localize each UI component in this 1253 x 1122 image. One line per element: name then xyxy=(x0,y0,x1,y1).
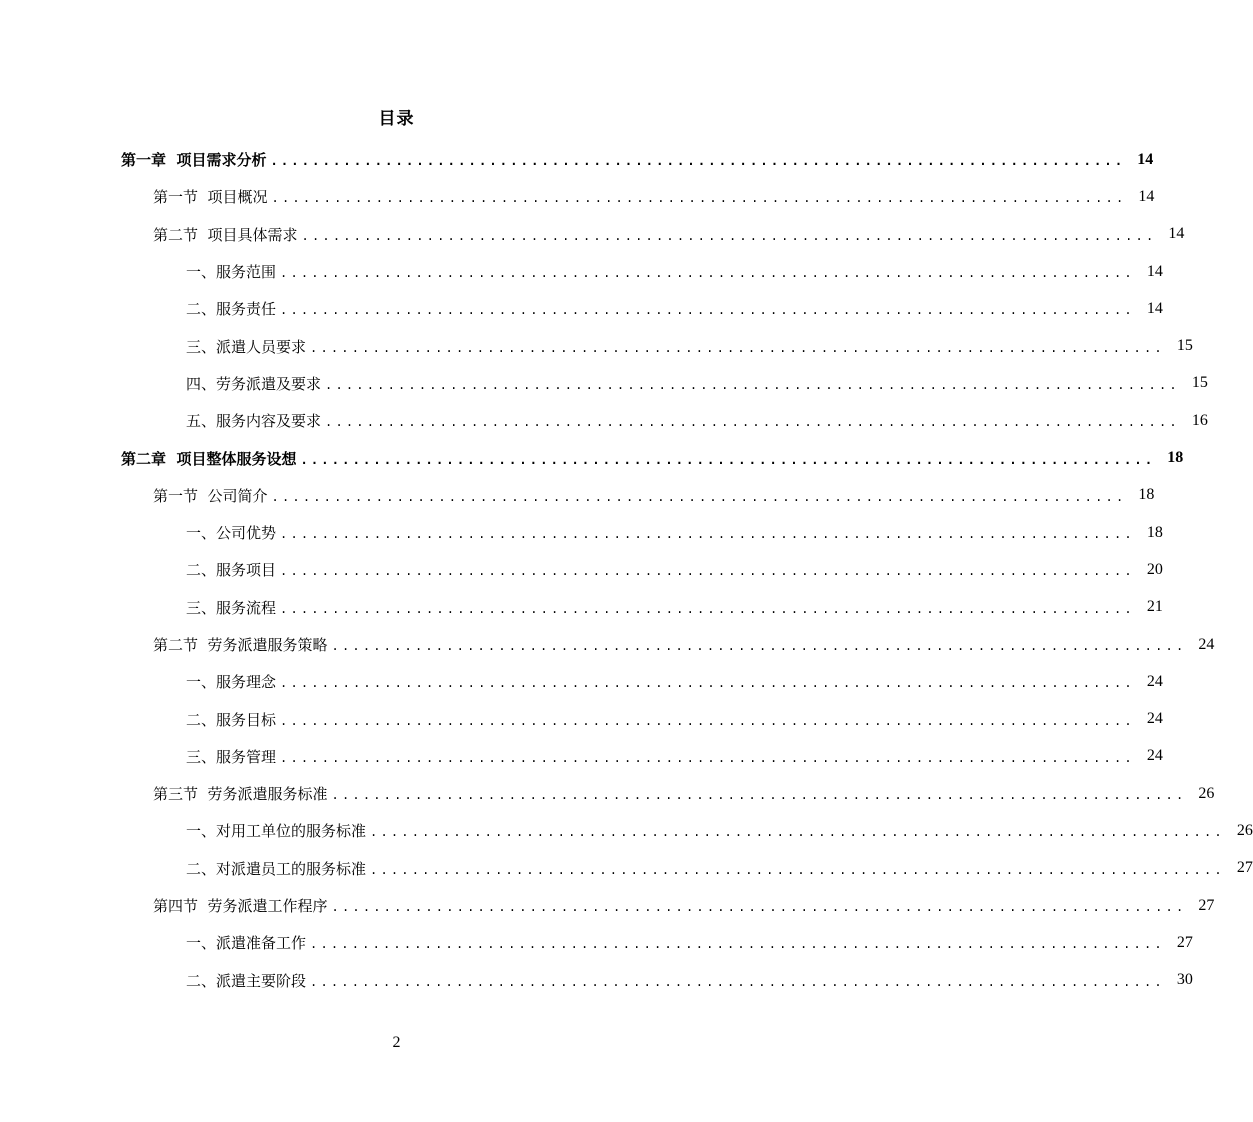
toc-entry[interactable] xyxy=(0,290,1163,327)
toc-entry-page: 14 xyxy=(1146,262,1163,280)
toc-entry[interactable] xyxy=(0,514,1163,551)
toc-entry-page: 27 xyxy=(1176,933,1193,951)
toc-leader-dots: .................................................................................. xyxy=(280,676,1135,691)
toc-leader-dots: .................................................................................. xyxy=(325,377,1180,392)
toc-entry[interactable] xyxy=(0,962,1193,999)
toc-leader-dots: .................................................................................. xyxy=(310,937,1165,952)
toc-entry[interactable] xyxy=(0,253,1163,290)
toc-entry-page: 26 xyxy=(1236,821,1253,839)
toc-entry-label: 二、对派遣员工的服务标准 xyxy=(186,859,367,878)
toc-entry-label: 二、服务目标 xyxy=(186,710,277,729)
toc-entry-page: 14 xyxy=(1137,150,1154,168)
toc-entry[interactable] xyxy=(0,439,1184,476)
toc-entry-page: 18 xyxy=(1146,523,1163,541)
toc-entry-label: 二、派遣主要阶段 xyxy=(186,971,307,990)
toc-entry[interactable] xyxy=(0,589,1163,626)
toc-leader-dots: .................................................................................. xyxy=(301,228,1157,243)
toc-entry-label: 四、劳务派遣及要求 xyxy=(186,374,322,393)
toc-leader-dots: .................................................................................. xyxy=(280,303,1135,318)
toc-leader-dots: .................................................................................. xyxy=(331,788,1187,803)
toc-entry-page: 27 xyxy=(1236,859,1253,877)
toc-entry-page: 15 xyxy=(1191,374,1208,392)
toc-leader-dots: .................................................................................. xyxy=(280,713,1135,728)
toc-entry-page: 24 xyxy=(1146,710,1163,728)
toc-leader-dots: .................................................................................. xyxy=(331,639,1187,653)
toc-entry-page: 20 xyxy=(1146,560,1163,578)
toc-entry-page: 15 xyxy=(1176,337,1193,355)
toc-entry-label: 第二章 项目整体服务设想 xyxy=(121,449,297,468)
toc-leader-dots: .................................................................................. xyxy=(280,564,1135,579)
toc-entry-page: 14 xyxy=(1146,299,1163,317)
toc-entry-page: 18 xyxy=(1167,449,1184,467)
page-number: 2 xyxy=(392,1034,401,1051)
toc-entry-label: 二、服务责任 xyxy=(186,300,277,319)
toc-entry-page: 18 xyxy=(1138,486,1155,504)
toc-entry-label: 一、服务范围 xyxy=(186,263,277,282)
toc-entry-page: 14 xyxy=(1138,187,1155,205)
toc-entry-label: 二、服务项目 xyxy=(186,561,277,580)
toc-entry-page: 24 xyxy=(1146,672,1163,690)
toc-leader-dots: .................................................................................. xyxy=(370,825,1225,840)
toc-entry-label: 一、对用工单位的服务标准 xyxy=(186,822,367,841)
toc-entry[interactable] xyxy=(0,327,1193,364)
toc-entry-page: 16 xyxy=(1191,411,1208,429)
toc-entry-label: 五、服务内容及要求 xyxy=(186,412,322,431)
toc-entry-label: 第三节 劳务派遣服务标准 xyxy=(153,785,328,804)
toc-entry-label: 第二节 劳务派遣服务策略 xyxy=(153,636,328,654)
toc-leader-dots: .................................................................................. xyxy=(271,191,1127,206)
toc-leader-dots: .................................................................................. xyxy=(325,415,1180,430)
toc-entry-label: 第一章 项目需求分析 xyxy=(121,151,267,170)
toc-entry[interactable] xyxy=(0,738,1163,775)
toc-entry-label: 第一节 项目概况 xyxy=(153,188,268,207)
toc-list xyxy=(0,141,1253,999)
toc-entry[interactable] xyxy=(0,402,1208,439)
toc-leader-dots: .................................................................................. xyxy=(280,527,1135,542)
toc-entry-page: 30 xyxy=(1176,971,1193,989)
toc-entry[interactable] xyxy=(0,775,1215,812)
toc-entry[interactable] xyxy=(0,477,1155,514)
toc-entry[interactable] xyxy=(0,141,1154,178)
toc-entry-page: 24 xyxy=(1146,747,1163,765)
toc-entry-label: 一、公司优势 xyxy=(186,524,277,543)
toc-entry[interactable] xyxy=(0,663,1163,700)
toc-entry-label: 三、服务管理 xyxy=(186,747,277,766)
toc-entry-page: 27 xyxy=(1198,896,1215,914)
toc-leader-dots: .................................................................................. xyxy=(270,154,1126,169)
toc-entry[interactable] xyxy=(0,178,1155,215)
toc-entry[interactable] xyxy=(0,924,1193,961)
toc-leader-dots: .................................................................................. xyxy=(370,862,1225,877)
toc-entry[interactable] xyxy=(0,887,1215,924)
toc-leader-dots: .................................................................................. xyxy=(280,750,1135,765)
toc-leader-dots: .................................................................................. xyxy=(280,601,1135,616)
toc-entry[interactable] xyxy=(0,850,1253,887)
toc-entry-label: 第一节 公司简介 xyxy=(153,486,268,505)
toc-entry[interactable] xyxy=(0,626,1215,663)
toc-entry-label: 三、服务流程 xyxy=(186,598,277,617)
toc-title: 目录 xyxy=(378,109,415,129)
toc-entry-label: 三、派遣人员要求 xyxy=(186,337,307,356)
toc-leader-dots: .................................................................................. xyxy=(331,900,1187,915)
toc-entry[interactable] xyxy=(0,551,1163,588)
toc-entry-page: 21 xyxy=(1146,598,1163,616)
toc-entry[interactable] xyxy=(0,700,1163,737)
toc-leader-dots: .................................................................................. xyxy=(300,452,1156,467)
toc-entry-label: 第二节 项目具体需求 xyxy=(153,225,298,244)
toc-entry-label: 第四节 劳务派遣工作程序 xyxy=(153,897,328,916)
toc-leader-dots: .................................................................................. xyxy=(310,974,1165,989)
toc-leader-dots: .................................................................................. xyxy=(280,266,1135,281)
toc-leader-dots: .................................................................................. xyxy=(310,340,1165,355)
toc-entry-page: 24 xyxy=(1198,635,1215,653)
toc-entry-label: 一、派遣准备工作 xyxy=(186,934,307,953)
toc-entry[interactable] xyxy=(0,216,1185,253)
toc-entry-page: 14 xyxy=(1168,225,1185,243)
toc-leader-dots: .................................................................................. xyxy=(271,489,1127,504)
toc-entry[interactable] xyxy=(0,812,1253,849)
toc-entry-page: 26 xyxy=(1198,784,1215,802)
toc-entry[interactable] xyxy=(0,365,1208,402)
toc-entry-label: 一、服务理念 xyxy=(186,673,277,692)
